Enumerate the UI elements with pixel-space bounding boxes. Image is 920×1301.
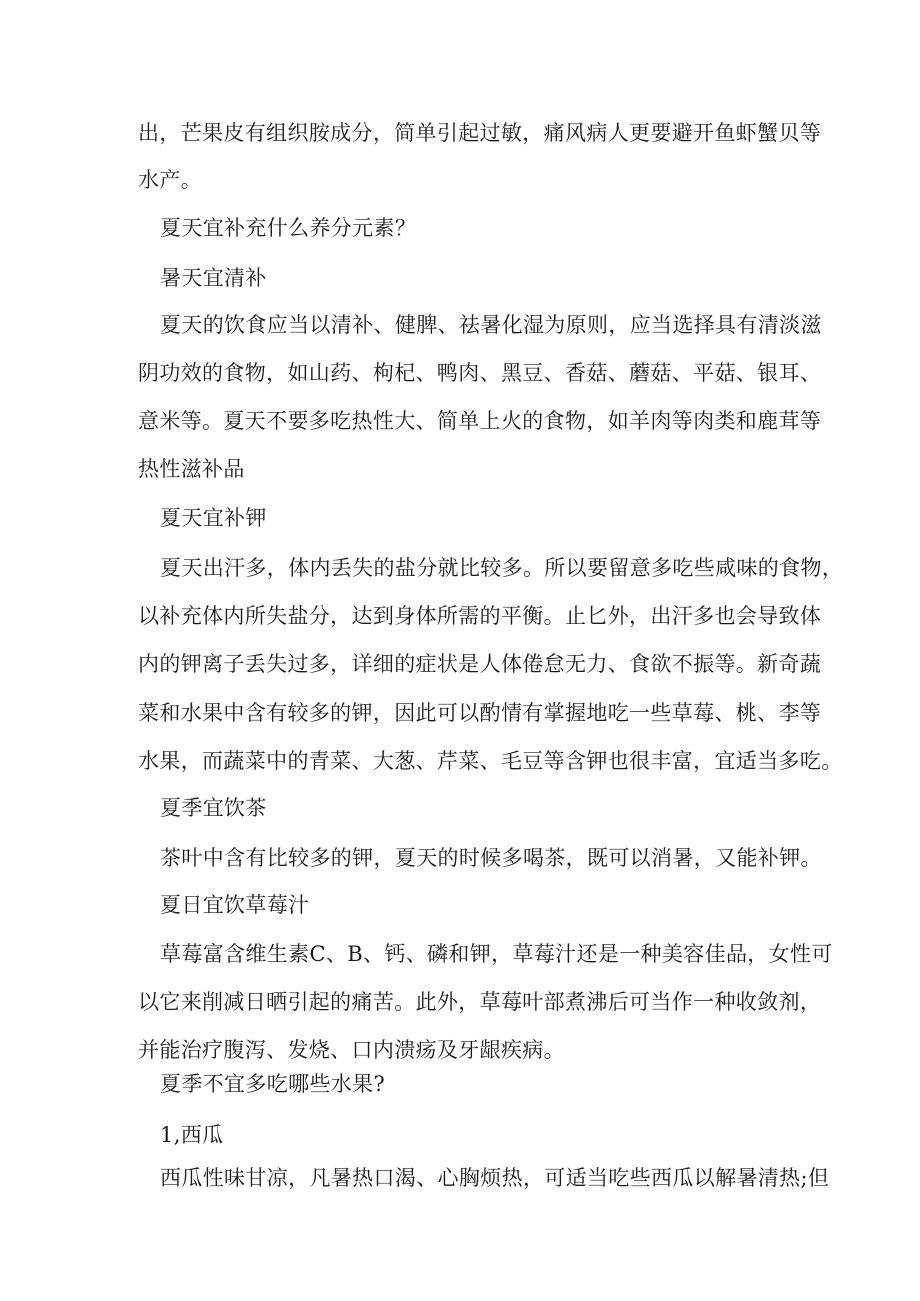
subheading: 夏季宜饮茶 bbox=[160, 796, 267, 820]
section-heading: 夏季不宜多吃哪些水果? bbox=[160, 1072, 386, 1096]
subheading: 暑天宜清补 bbox=[160, 266, 267, 290]
paragraph-line: 以它来削减日晒引起的痛苦。此外，草莓叶部煮沸后可当作一种收敛剂， bbox=[138, 990, 822, 1014]
paragraph-line: 出，芒果皮有组织胺成分，简单引起过敏，痛风病人更要避开鱼虾蟹贝等 bbox=[138, 121, 822, 145]
subheading: 夏天宜补钾 bbox=[160, 506, 267, 530]
paragraph-line: 并能治疗腹泻、发烧、口内溃疡及牙龈疾病。 bbox=[138, 1038, 565, 1062]
paragraph-line: 西瓜性味甘凉，凡暑热口渴、心胸烦热，可适当吃些西瓜以解暑清热;但 bbox=[160, 1166, 830, 1190]
paragraph-line: 阴功效的食物，如山药、枸杞、鸭肉、黑豆、香菇、蘑菇、平菇、银耳、 bbox=[138, 361, 822, 385]
paragraph-line: 夏天出汗多，体内丢失的盐分就比较多。所以要留意多吃些咸味的食物， bbox=[160, 556, 844, 580]
paragraph-line: 以补充体内所失盐分，达到身体所需的平衡。止匕外，出汗多也会导致体 bbox=[138, 604, 822, 628]
paragraph-line: 热性滋补品 bbox=[138, 457, 245, 481]
paragraph-line: 茶叶中含有比较多的钾，夏天的时候多喝茶，既可以消暑，又能补钾。 bbox=[160, 846, 822, 870]
paragraph-line: 意米等。夏天不要多吃热性大、简单上火的食物，如羊肉等肉类和鹿茸等 bbox=[138, 409, 822, 433]
paragraph-line: 草莓富含维生素C、B、钙、磷和钾，草莓汁还是一种美容佳品，女性可 bbox=[160, 942, 833, 966]
section-heading: 夏天宜补充什么养分元素？ bbox=[160, 216, 417, 240]
paragraph-line: 内的钾离子丢失过多，详细的症状是人体倦怠无力、食欲不振等。新奇蔬 bbox=[138, 652, 822, 676]
list-item-heading: 1,西瓜 bbox=[160, 1123, 224, 1147]
paragraph-line: 水产。 bbox=[138, 168, 203, 192]
paragraph-line: 菜和水果中含有较多的钾，因此可以酌情有掌握地吃一些草莓、桃、李等 bbox=[138, 701, 822, 725]
paragraph-line: 水果，而蔬菜中的青菜、大葱、芹菜、毛豆等含钾也很丰富，宜适当多吃。 bbox=[138, 749, 843, 773]
subheading: 夏日宜饮草莓汁 bbox=[160, 893, 310, 917]
paragraph-line: 夏天的饮食应当以清补、健脾、祛暑化湿为原则，应当选择具有清淡滋 bbox=[160, 313, 822, 337]
